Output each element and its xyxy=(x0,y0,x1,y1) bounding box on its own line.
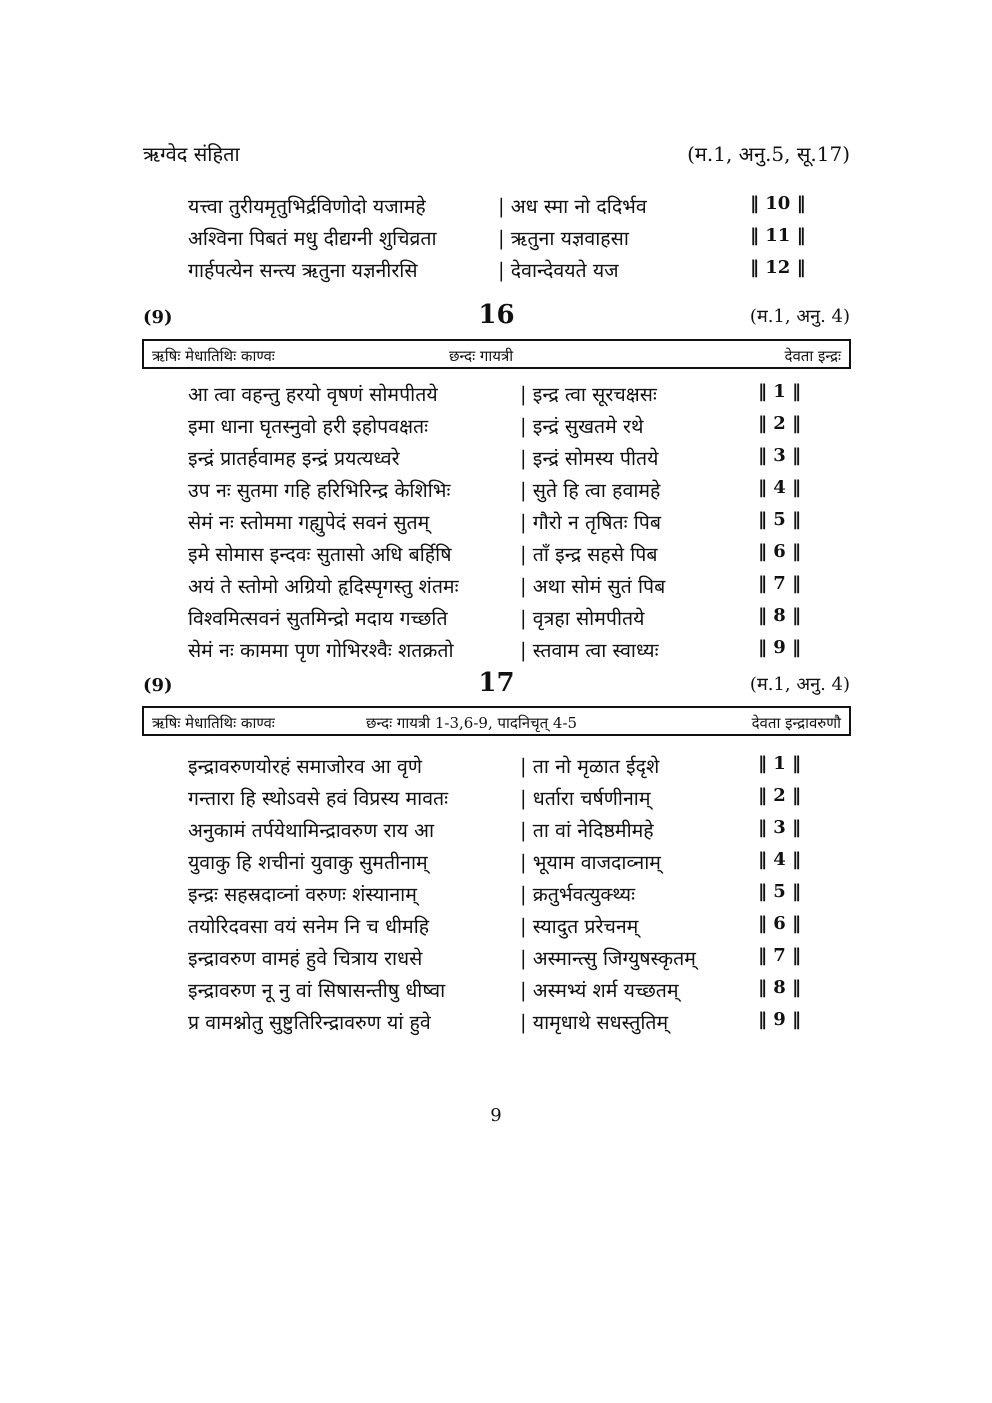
page-marker: (9) xyxy=(143,675,173,696)
page-number: 9 xyxy=(490,1105,502,1126)
verse-second-half: | अस्मान्त्सु जिग्युषस्कृतम् xyxy=(520,947,696,970)
verse-second-half: | क्रतुर्भवत्युक्थ्यः xyxy=(520,883,636,906)
verse-second-half: | स्यादुत प्ररेचनम् xyxy=(520,915,639,938)
verse-number: ‖ 11 ‖ xyxy=(750,225,806,246)
verse-number: ‖ 1 ‖ xyxy=(758,753,802,774)
verse-second-half: | इन्द्र त्वा सूरचक्षसः xyxy=(520,383,657,406)
sukta-number: 16 xyxy=(478,300,515,330)
verse-second-half: | धर्तारा चर्षणीनाम् xyxy=(520,787,651,810)
verse-number: ‖ 2 ‖ xyxy=(758,785,802,806)
verse-number: ‖ 8 ‖ xyxy=(758,977,802,998)
sukta-16-meta-box xyxy=(142,339,851,369)
verse-second-half: | ता वां नेदिष्ठमीमहे xyxy=(520,819,654,842)
verse-number: ‖ 2 ‖ xyxy=(758,413,802,434)
verse-number: ‖ 6 ‖ xyxy=(758,913,802,934)
verse-second-half: | सुते हि त्वा हवामहे xyxy=(520,479,661,502)
verse-number: ‖ 4 ‖ xyxy=(758,477,802,498)
verse-number: ‖ 6 ‖ xyxy=(758,541,802,562)
devata-label: देवता इन्द्रावरुणौ xyxy=(751,714,841,732)
verse-first-half: उप नः सुतमा गहि हरिभिरिन्द्र केशिभिः xyxy=(188,479,451,502)
verse-first-half: इन्द्रः सहस्रदाव्नां वरुणः शंस्यानाम् xyxy=(188,883,417,906)
header-reference: (म.1, अनु.5, सू.17) xyxy=(687,142,850,166)
verse-number: ‖ 3 ‖ xyxy=(758,817,802,838)
page-marker: (9) xyxy=(143,307,173,328)
chandas-label: छन्दः गायत्री 1-3,6-9, पादनिचृत् 4-5 xyxy=(366,714,578,732)
verse-number: ‖ 9 ‖ xyxy=(758,1009,802,1030)
verse-first-half: सेमं नः काममा पृण गोभिरश्वैः शतक्रतो xyxy=(188,639,454,662)
sukta-reference: (म.1, अनु. 4) xyxy=(749,306,850,327)
verse-second-half: | इन्द्रं सुखतमे रथे xyxy=(520,415,644,438)
verse-first-half: गार्हपत्येन सन्त्य ऋतुना यज्ञनीरसि xyxy=(188,259,418,282)
verse-number: ‖ 7 ‖ xyxy=(758,945,802,966)
verse-first-half: यत्त्वा तुरीयमृतुभिर्द्रविणोदो यजामहे xyxy=(188,195,426,218)
verse-number: ‖ 5 ‖ xyxy=(758,509,802,530)
rishi-label: ऋषिः मेधातिथिः काण्वः xyxy=(152,714,275,732)
verse-second-half: | वृत्रहा सोमपीतये xyxy=(520,607,645,630)
verse-second-half: | देवान्देवयते यज xyxy=(498,259,619,282)
verse-number: ‖ 10 ‖ xyxy=(750,193,806,214)
sukta-reference: (म.1, अनु. 4) xyxy=(749,674,850,695)
verse-number: ‖ 9 ‖ xyxy=(758,637,802,658)
verse-number: ‖ 1 ‖ xyxy=(758,381,802,402)
verse-first-half: विश्वमित्सवनं सुतमिन्द्रो मदाय गच्छति xyxy=(188,607,448,630)
verse-first-half: युवाकु हि शचीनां युवाकु सुमतीनाम् xyxy=(188,851,428,874)
chandas-label: छन्दः गायत्री xyxy=(449,347,514,365)
verse-first-half: इमे सोमास इन्दवः सुतासो अधि बर्हिषि xyxy=(188,543,452,566)
verse-number: ‖ 5 ‖ xyxy=(758,881,802,902)
verse-second-half: | यामृधाथे सधस्तुतिम् xyxy=(520,1011,669,1034)
verse-first-half: इन्द्रं प्रातर्हवामह इन्द्रं प्रयत्यध्वरे xyxy=(188,447,400,470)
devata-label: देवता इन्द्रः xyxy=(784,347,841,365)
verse-second-half: | स्तवाम त्वा स्वाध्यः xyxy=(520,639,659,662)
verse-number: ‖ 8 ‖ xyxy=(758,605,802,626)
verse-first-half: अश्विना पिबतं मधु दीद्यग्नी शुचिव्रता xyxy=(188,227,437,250)
sukta-16-heading xyxy=(143,302,850,330)
verse-first-half: अनुकामं तर्पयेथामिन्द्रावरुण राय आ xyxy=(188,819,435,842)
running-header xyxy=(143,140,850,170)
verse-first-half: इन्द्रावरुणयोरहं समाजोरव आ वृणे xyxy=(188,755,422,778)
verse-first-half: आ त्वा वहन्तु हरयो वृषणं सोमपीतये xyxy=(188,383,438,406)
verse-first-half: गन्तारा हि स्थोऽवसे हवं विप्रस्य मावतः xyxy=(188,787,449,810)
verse-first-half: इन्द्रावरुण वामहं हुवे चित्राय राधसे xyxy=(188,947,423,970)
verse-second-half: | भूयाम वाजदाव्नाम् xyxy=(520,851,661,874)
verse-second-half: | अध स्मा नो ददिर्भव xyxy=(498,195,647,218)
rishi-label: ऋषिः मेधातिथिः काण्वः xyxy=(152,347,275,365)
sukta-17-meta-box xyxy=(142,706,851,736)
verse-first-half: तयोरिदवसा वयं सनेम नि च धीमहि xyxy=(188,915,430,938)
book-title: ऋग्वेद संहिता xyxy=(143,142,240,166)
sukta-17-heading xyxy=(143,670,850,698)
verse-number: ‖ 7 ‖ xyxy=(758,573,802,594)
verse-second-half: | अस्मभ्यं शर्म यच्छतम् xyxy=(520,979,679,1002)
verse-first-half: इमा धाना घृतस्नुवो हरी इहोपवक्षतः xyxy=(188,415,429,438)
verse-second-half: | इन्द्रं सोमस्य पीतये xyxy=(520,447,659,470)
verse-first-half: सेमं नः स्तोममा गह्युपेदं सवनं सुतम् xyxy=(188,511,430,534)
verse-second-half: | ऋतुना यज्ञवाहसा xyxy=(498,227,629,250)
verse-number: ‖ 4 ‖ xyxy=(758,849,802,870)
verse-second-half: | ताँ इन्द्र सहसे पिब xyxy=(520,543,658,566)
verse-number: ‖ 12 ‖ xyxy=(750,257,806,278)
verse-first-half: इन्द्रावरुण नू नु वां सिषासन्तीषु धीष्वा xyxy=(188,979,446,1002)
verse-second-half: | गौरो न तृषितः पिब xyxy=(520,511,661,534)
sukta-number: 17 xyxy=(478,668,515,698)
verse-number: ‖ 3 ‖ xyxy=(758,445,802,466)
verse-second-half: | ता नो मृळात ईदृशे xyxy=(520,755,660,778)
verse-first-half: प्र वामश्नोतु सुष्टुतिरिन्द्रावरुण यां हुवे xyxy=(188,1011,431,1034)
verse-first-half: अयं ते स्तोमो अग्रियो हृदिस्पृगस्तु शंतमः xyxy=(188,575,459,598)
verse-second-half: | अथा सोमं सुतं पिब xyxy=(520,575,666,598)
